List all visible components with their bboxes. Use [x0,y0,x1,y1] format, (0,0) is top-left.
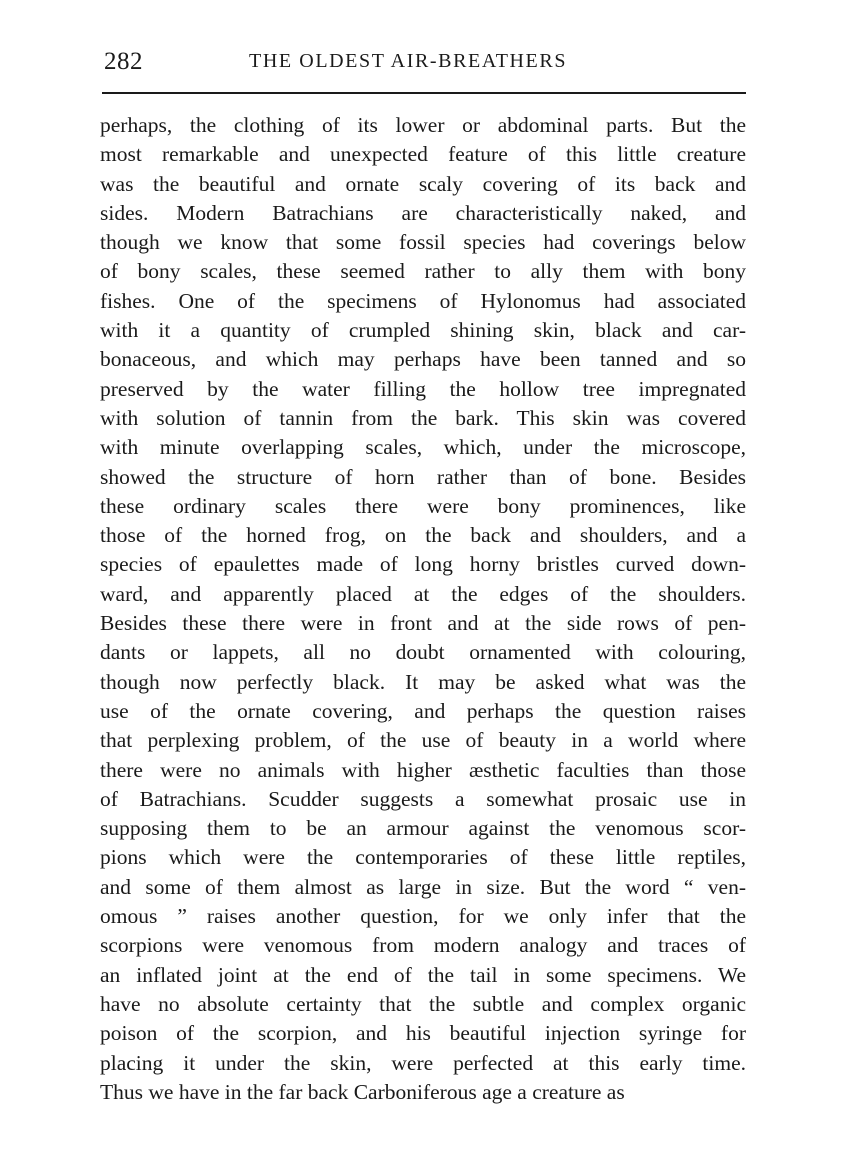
running-title: THE OLDEST AIR-BREATHERS [249,50,568,72]
text-line: pions which were the contemporaries of these little reptiles, [100,845,746,870]
text-line: was the beautiful and ornate scaly covering of its back and [100,171,746,196]
text-line: most remarkable and unexpected feature of this little creature [100,142,746,167]
text-line: with it a quantity of crumpled shining skin, black and car- [100,318,746,343]
text-line: with solution of tannin from the bark. This skin was covered [100,405,746,430]
text-line: placing it under the skin, were perfected at this early time. [100,1050,746,1075]
text-line: preserved by the water filling the hollow tree impregnated [100,376,746,401]
text-line: scorpions were venomous from modern analogy and traces of [100,933,746,958]
text-line: an inflated joint at the end of the tail in some specimens. We [100,962,746,987]
text-line: though now perfectly black. It may be asked what was the [100,669,746,694]
text-line: sides. Modern Batrachians are characteristically naked, and [100,200,746,225]
text-line: supposing them to be an armour against the venomous scor- [100,816,746,841]
header-rule [102,92,746,94]
text-line: omous ” raises another question, for we only infer that the [100,904,746,929]
text-line: and some of them almost as large in size. But the word “ ven- [100,874,746,899]
text-line: have no absolute certainty that the subtle and complex organic [100,991,746,1016]
body-text [100,111,746,1107]
text-line: Besides these there were in front and at the side rows of pen- [100,611,746,636]
text-line: poison of the scorpion, and his beautiful injection syringe for [100,1021,746,1046]
page-number: 282 [104,48,143,75]
text-line: Thus we have in the far back Carboniferous age a creature as [100,1079,625,1104]
text-line: with minute overlapping scales, which, under the microscope, [100,435,746,460]
text-line: these ordinary scales there were bony prominences, like [100,493,746,518]
text-line: perhaps, the clothing of its lower or abdominal parts. But the [100,113,746,137]
text-line: dants or lappets, all no doubt ornamented with colouring, [100,640,746,665]
running-head [104,48,744,80]
text-line: species of epaulettes made of long horny bristles curved down- [100,552,746,577]
text-line: those of the horned frog, on the back and shoulders, and a [100,523,746,548]
text-line: of bony scales, these seemed rather to ally them with bony [100,259,746,284]
text-line: there were no animals with higher æsthetic faculties than those [100,757,746,782]
text-line: use of the ornate covering, and perhaps the question raises [100,698,746,723]
text-line: though we know that some fossil species had coverings below [100,230,746,255]
text-line: of Batrachians. Scudder suggests a somewhat prosaic use in [100,786,746,811]
text-line: fishes. One of the specimens of Hylonomus had associated [100,288,746,313]
text-line: bonaceous, and which may perhaps have been tanned and so [100,347,746,372]
text-line: ward, and apparently placed at the edges of the shoulders. [100,581,746,606]
text-line: showed the structure of horn rather than of bone. Besides [100,464,746,489]
text-line: that perplexing problem, of the use of beauty in a world where [100,728,746,753]
